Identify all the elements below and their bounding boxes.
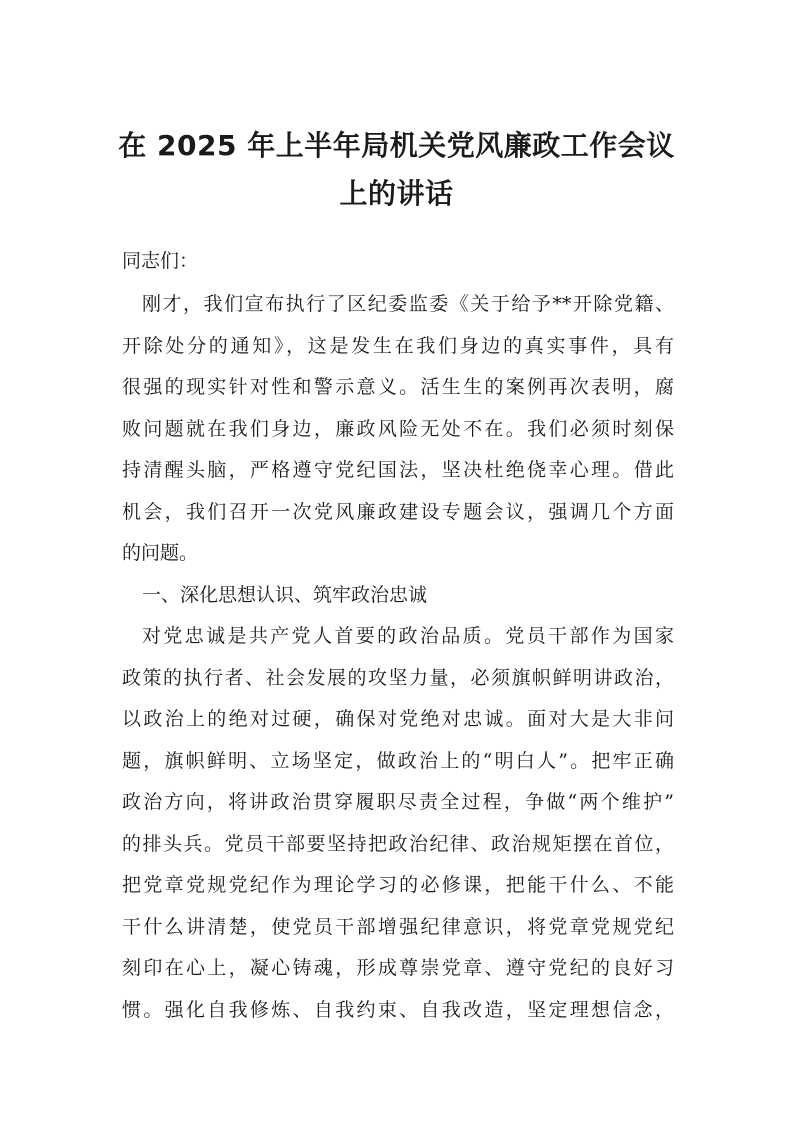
paragraph-line: 刻印在心上，凝心铸魂，形成尊崇党章、遵守党纪的良好习 bbox=[122, 957, 674, 979]
paragraph-line: 把党章党规党纪作为理论学习的必修课，把能干什么、不能 bbox=[122, 874, 674, 896]
paragraph-line: 以政治上的绝对过硬，确保对党绝对忠诚。面对大是大非问 bbox=[122, 708, 674, 730]
salutation: 同志们： bbox=[122, 250, 199, 272]
paragraph-line: 对党忠诚是共产党人首要的政治品质。党员干部作为国家 bbox=[142, 625, 674, 647]
paragraph-line: 很强的现实针对性和警示意义。活生生的案例再次表明，腐 bbox=[122, 376, 674, 398]
paragraph-line: 持清醒头脑，严格遵守党纪国法，坚决杜绝侥幸心理。借此 bbox=[122, 459, 674, 481]
document-title-line-1: 在 2025 年上半年局机关党风廉政工作会议 bbox=[118, 129, 675, 162]
paragraph-line: 的问题。 bbox=[122, 542, 199, 564]
section-heading: 一、深化思想认识、筑牢政治忠诚 bbox=[142, 584, 428, 606]
paragraph-line: 的排头兵。党员干部要坚持把政治纪律、政治规矩摆在首位， bbox=[122, 833, 674, 855]
paragraph-line: 政策的执行者、社会发展的攻坚力量，必须旗帜鲜明讲政治， bbox=[122, 667, 674, 689]
paragraph-line: 刚才，我们宣布执行了区纪委监委《关于给予**开除党籍、 bbox=[142, 293, 674, 315]
paragraph-line: 惯。强化自我修炼、自我约束、自我改造，坚定理想信念， bbox=[122, 999, 674, 1021]
paragraph-line: 开除处分的通知》，这是发生在我们身边的真实事件，具有 bbox=[122, 335, 674, 357]
paragraph-line: 机会，我们召开一次党风廉政建设专题会议，强调几个方面 bbox=[122, 501, 674, 523]
paragraph-line: 败问题就在我们身边，廉政风险无处不在。我们必须时刻保 bbox=[122, 418, 674, 440]
paragraph-line: 题，旗帜鲜明、立场坚定，做政治上的“明白人”。把牢正确 bbox=[122, 750, 674, 772]
document-title-line-2: 上的讲话 bbox=[339, 177, 454, 210]
paragraph-line: 政治方向，将讲政治贯穿履职尽责全过程，争做“两个维护” bbox=[122, 791, 674, 813]
paragraph-line: 干什么讲清楚，使党员干部增强纪律意识，将党章党规党纪 bbox=[122, 916, 674, 938]
